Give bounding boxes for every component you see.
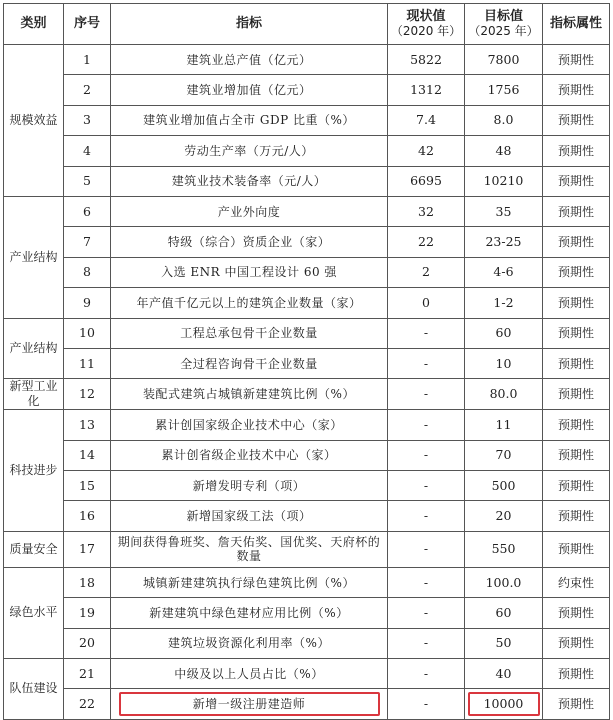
attr-cell: 预期性 [543, 257, 610, 287]
attr-cell: 预期性 [543, 196, 610, 226]
seq-cell: 11 [64, 348, 111, 378]
table-row [4, 379, 610, 410]
header-current-year: （2020 年） [390, 24, 462, 38]
table-row [4, 288, 610, 318]
indicator-cell: 劳动生产率（万元/人） [111, 136, 388, 166]
seq-cell: 19 [64, 598, 111, 628]
table-row [4, 659, 610, 689]
current-cell: - [388, 659, 465, 689]
target-cell: 8.0 [465, 105, 543, 135]
current-cell: - [388, 440, 465, 470]
indicator-cell: 城镇新建建筑执行绿色建筑比例（%） [111, 567, 388, 597]
seq-cell: 12 [64, 379, 111, 410]
table-row [4, 136, 610, 166]
target-cell: 48 [465, 136, 543, 166]
seq-cell: 22 [64, 689, 111, 719]
indicator-cell: 特级（综合）资质企业（家） [111, 227, 388, 257]
target-cell-highlighted: 10000 [465, 689, 543, 719]
attr-cell: 预期性 [543, 318, 610, 348]
seq-cell: 9 [64, 288, 111, 318]
header-target-label: 目标值 [483, 9, 523, 24]
table-row [4, 45, 610, 75]
current-cell: 0 [388, 288, 465, 318]
target-cell: 1756 [465, 75, 543, 105]
attr-cell: 预期性 [543, 105, 610, 135]
indicator-cell: 新建建筑中绿色建材应用比例（%） [111, 598, 388, 628]
table-row [4, 318, 610, 348]
target-cell: 10 [465, 348, 543, 378]
target-cell: 35 [465, 196, 543, 226]
table-row [4, 471, 610, 501]
header-row [4, 4, 610, 45]
current-cell: 5822 [388, 45, 465, 75]
table-row [4, 440, 610, 470]
header-current [388, 4, 465, 45]
header-current-label: 现状值 [406, 9, 446, 24]
attr-cell: 预期性 [543, 379, 610, 410]
indicator-cell-highlighted: 新增一级注册建造师 [111, 689, 388, 719]
current-cell: - [388, 348, 465, 378]
current-cell: - [388, 471, 465, 501]
target-cell: 23-25 [465, 227, 543, 257]
attr-cell: 预期性 [543, 628, 610, 658]
target-cell: 80.0 [465, 379, 543, 410]
current-cell: 1312 [388, 75, 465, 105]
current-cell: - [388, 501, 465, 531]
table-row [4, 348, 610, 378]
category-cell: 质量安全 [4, 531, 64, 567]
attr-cell: 预期性 [543, 440, 610, 470]
attr-cell: 预期性 [543, 471, 610, 501]
category-cell: 产业结构 [4, 318, 64, 379]
seq-cell: 21 [64, 659, 111, 689]
target-cell: 60 [465, 318, 543, 348]
attr-cell: 预期性 [543, 410, 610, 440]
seq-cell: 8 [64, 257, 111, 287]
target-cell: 60 [465, 598, 543, 628]
header-target [465, 4, 543, 45]
table-row [4, 628, 610, 658]
attr-cell: 预期性 [543, 45, 610, 75]
seq-cell: 20 [64, 628, 111, 658]
seq-cell: 10 [64, 318, 111, 348]
seq-cell: 18 [64, 567, 111, 597]
table-row [4, 196, 610, 226]
table-row [4, 166, 610, 196]
table-row [4, 75, 610, 105]
current-cell: - [388, 567, 465, 597]
attr-cell: 预期性 [543, 288, 610, 318]
category-cell: 产业结构 [4, 196, 64, 318]
header-seq: 序号 [64, 4, 111, 45]
indicator-cell: 建筑业增加值（亿元） [111, 75, 388, 105]
table-row [4, 227, 610, 257]
target-cell: 70 [465, 440, 543, 470]
table-row [4, 105, 610, 135]
indicator-cell: 建筑业总产值（亿元） [111, 45, 388, 75]
table-row [4, 689, 610, 719]
target-cell: 7800 [465, 45, 543, 75]
target-cell: 11 [465, 410, 543, 440]
attr-cell: 约束性 [543, 567, 610, 597]
target-cell: 100.0 [465, 567, 543, 597]
current-cell: 22 [388, 227, 465, 257]
current-cell: 32 [388, 196, 465, 226]
table-row [4, 410, 610, 440]
indicator-cell: 建筑业技术装备率（元/人） [111, 166, 388, 196]
attr-cell: 预期性 [543, 531, 610, 567]
attr-cell: 预期性 [543, 598, 610, 628]
current-cell: 7.4 [388, 105, 465, 135]
attr-cell: 预期性 [543, 689, 610, 719]
indicator-cell: 入选 ENR 中国工程设计 60 强 [111, 257, 388, 287]
target-cell: 10210 [465, 166, 543, 196]
seq-cell: 5 [64, 166, 111, 196]
indicator-cell: 装配式建筑占城镇新建建筑比例（%） [111, 379, 388, 410]
seq-cell: 16 [64, 501, 111, 531]
seq-cell: 3 [64, 105, 111, 135]
seq-cell: 4 [64, 136, 111, 166]
attr-cell: 预期性 [543, 136, 610, 166]
indicator-cell: 累计创国家级企业技术中心（家） [111, 410, 388, 440]
current-cell: 6695 [388, 166, 465, 196]
indicator-cell: 全过程咨询骨干企业数量 [111, 348, 388, 378]
seq-cell: 15 [64, 471, 111, 501]
seq-cell: 17 [64, 531, 111, 567]
current-cell: 42 [388, 136, 465, 166]
category-cell: 绿色水平 [4, 567, 64, 658]
target-cell: 500 [465, 471, 543, 501]
seq-cell: 2 [64, 75, 111, 105]
current-cell: - [388, 628, 465, 658]
current-cell: - [388, 318, 465, 348]
current-cell: - [388, 689, 465, 719]
table-row [4, 501, 610, 531]
attr-cell: 预期性 [543, 227, 610, 257]
target-cell: 40 [465, 659, 543, 689]
category-cell: 科技进步 [4, 410, 64, 532]
indicator-cell: 产业外向度 [111, 196, 388, 226]
table-row [4, 598, 610, 628]
table-row [4, 257, 610, 287]
header-target-year: （2025 年） [468, 24, 539, 38]
current-cell: 2 [388, 257, 465, 287]
indicator-cell: 建筑垃圾资源化利用率（%） [111, 628, 388, 658]
indicator-cell: 建筑业增加值占全市 GDP 比重（%） [111, 105, 388, 135]
seq-cell: 13 [64, 410, 111, 440]
target-cell: 20 [465, 501, 543, 531]
indicator-cell: 工程总承包骨干企业数量 [111, 318, 388, 348]
category-cell: 规模效益 [4, 45, 64, 197]
seq-cell: 1 [64, 45, 111, 75]
category-cell: 队伍建设 [4, 659, 64, 720]
target-cell: 550 [465, 531, 543, 567]
table-row [4, 531, 610, 567]
attr-cell: 预期性 [543, 659, 610, 689]
attr-cell: 预期性 [543, 166, 610, 196]
target-cell: 50 [465, 628, 543, 658]
attr-cell: 预期性 [543, 501, 610, 531]
current-cell: - [388, 379, 465, 410]
indicator-cell: 新增国家级工法（项） [111, 501, 388, 531]
target-cell: 4-6 [465, 257, 543, 287]
seq-cell: 6 [64, 196, 111, 226]
indicator-cell: 期间获得鲁班奖、詹天佑奖、国优奖、天府杯的数量 [111, 531, 388, 567]
indicator-cell: 中级及以上人员占比（%） [111, 659, 388, 689]
current-cell: - [388, 410, 465, 440]
target-cell: 1-2 [465, 288, 543, 318]
indicator-cell: 新增发明专利（项） [111, 471, 388, 501]
attr-cell: 预期性 [543, 348, 610, 378]
indicator-cell: 累计创省级企业技术中心（家） [111, 440, 388, 470]
seq-cell: 7 [64, 227, 111, 257]
seq-cell: 14 [64, 440, 111, 470]
indicator-cell: 年产值千亿元以上的建筑企业数量（家） [111, 288, 388, 318]
current-cell: - [388, 531, 465, 567]
indicator-table [3, 3, 610, 720]
header-attr: 指标属性 [543, 4, 610, 45]
category-cell: 新型工业化 [4, 379, 64, 410]
table-row [4, 567, 610, 597]
header-category: 类别 [4, 4, 64, 45]
header-indicator: 指标 [111, 4, 388, 45]
attr-cell: 预期性 [543, 75, 610, 105]
current-cell: - [388, 598, 465, 628]
